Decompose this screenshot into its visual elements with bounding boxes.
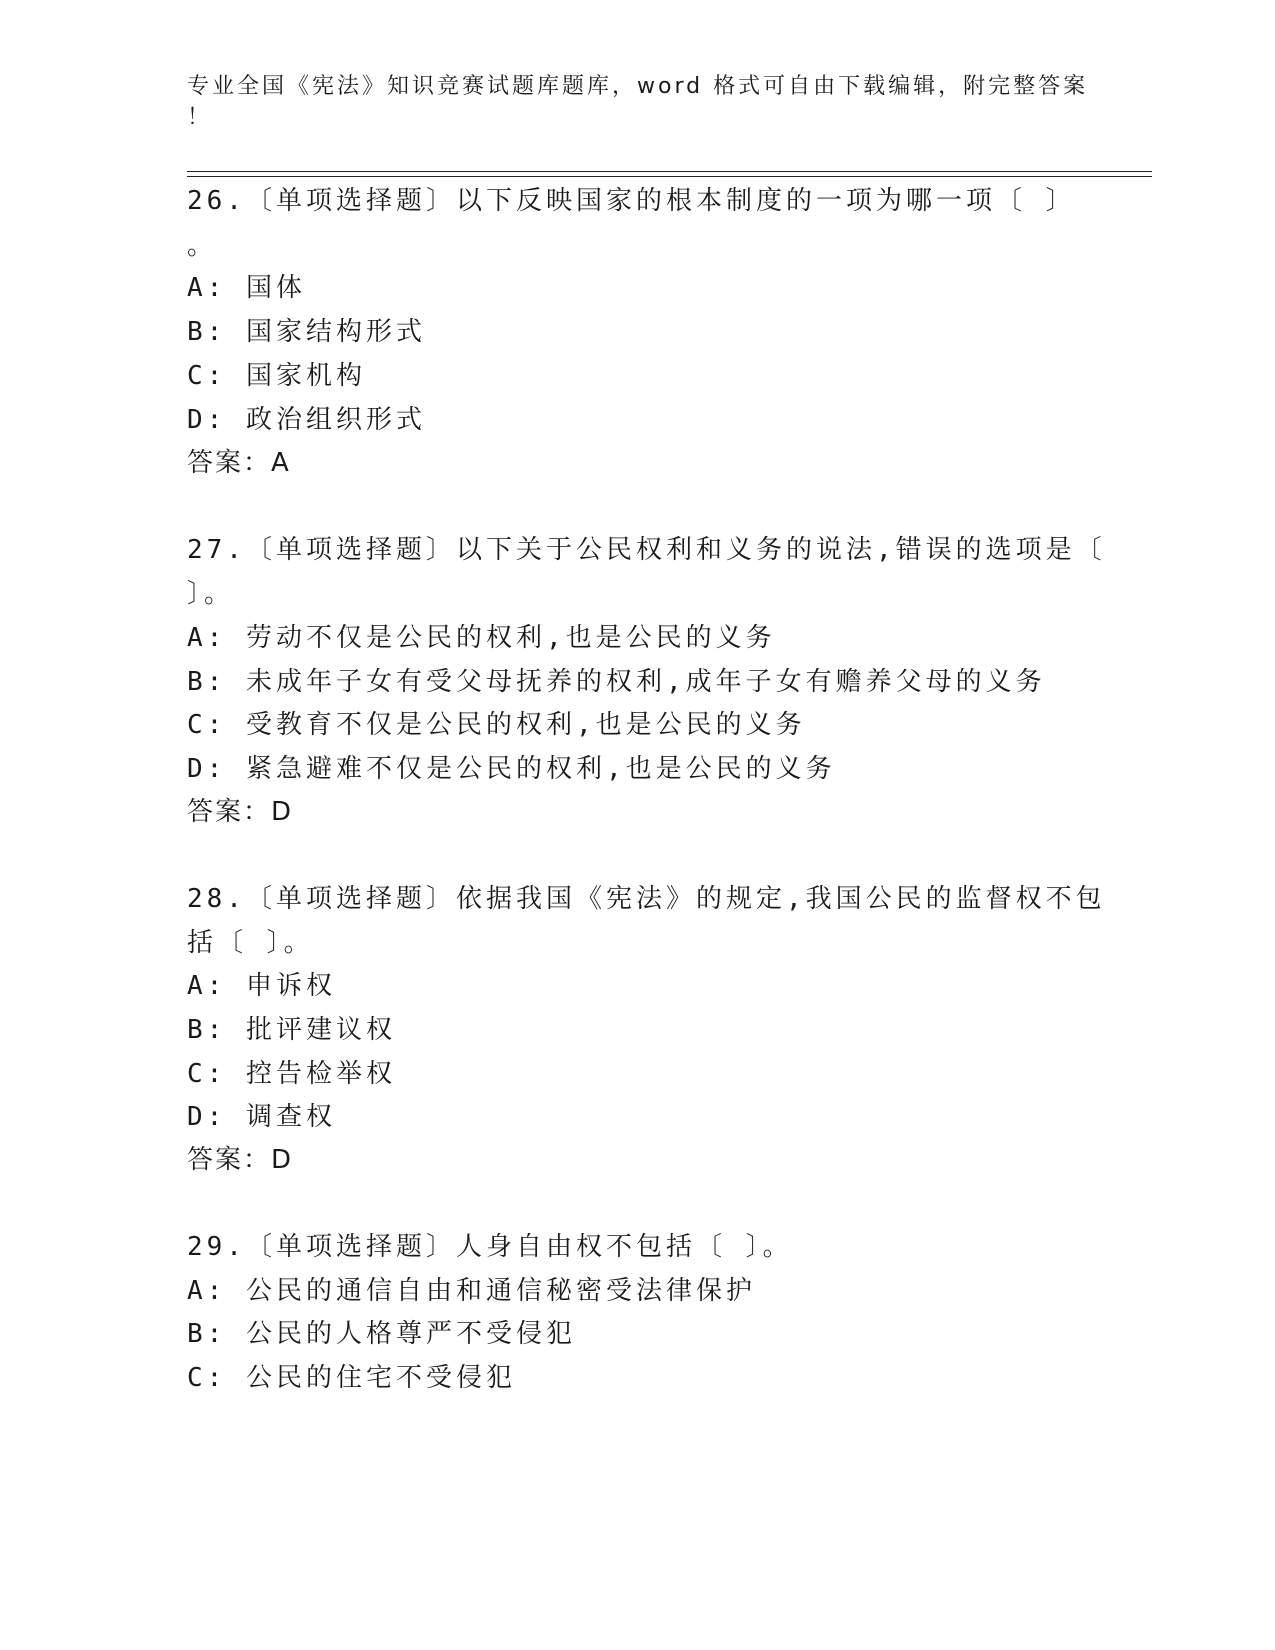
question-27-option-b: B: 未成年子女有受父母抚养的权利,成年子女有赡养父母的义务 [187,667,1046,697]
question-26-option-c: C: 国家机构 [187,361,366,391]
question-27-stem-continuation: 〕。 [187,579,235,609]
question-26-option-b: B: 国家结构形式 [187,317,426,347]
question-26-option-a: A: 国体 [187,273,306,303]
question-29-option-c: C: 公民的住宅不受侵犯 [187,1363,516,1393]
header-rule-top [187,171,1152,172]
question-28-option-d: D: 调查权 [187,1102,336,1132]
question-29-option-a: A: 公民的通信自由和通信秘密受法律保护 [187,1276,756,1306]
question-26-stem: 26.〔单项选择题〕以下反映国家的根本制度的一项为哪一项〔 〕 [187,186,1076,216]
question-26-option-d: D: 政治组织形式 [187,405,426,435]
question-28-stem: 28.〔单项选择题〕依据我国《宪法》的规定,我国公民的监督权不包 [187,884,1106,914]
question-29-stem: 29.〔单项选择题〕人身自由权不包括〔 〕。 [187,1232,793,1262]
question-28-option-c: C: 控告检举权 [187,1059,396,1089]
header-title-continuation: ！ [187,105,213,130]
question-26-stem-continuation: 。 [187,231,218,261]
question-27-option-d: D: 紧急避难不仅是公民的权利,也是公民的义务 [187,754,836,784]
question-29-option-b: B: 公民的人格尊严不受侵犯 [187,1319,576,1349]
header-title: 专业全国《宪法》知识竞赛试题库题库，word 格式可自由下载编辑，附完整答案 [187,74,1089,99]
header-rule-bottom [187,176,1152,177]
question-26-answer: 答案：A [187,448,291,478]
question-28-answer: 答案：D [187,1145,294,1175]
question-28-option-b: B: 批评建议权 [187,1015,396,1045]
question-27-option-a: A: 劳动不仅是公民的权利,也是公民的义务 [187,623,776,653]
question-28-option-a: A: 申诉权 [187,971,336,1001]
question-27-answer: 答案：D [187,797,294,827]
question-28-stem-continuation: 括〔 〕。 [187,928,314,958]
question-27-option-c: C: 受教育不仅是公民的权利,也是公民的义务 [187,710,806,740]
question-27-stem: 27.〔单项选择题〕以下关于公民权利和义务的说法,错误的选项是〔 [187,535,1106,565]
